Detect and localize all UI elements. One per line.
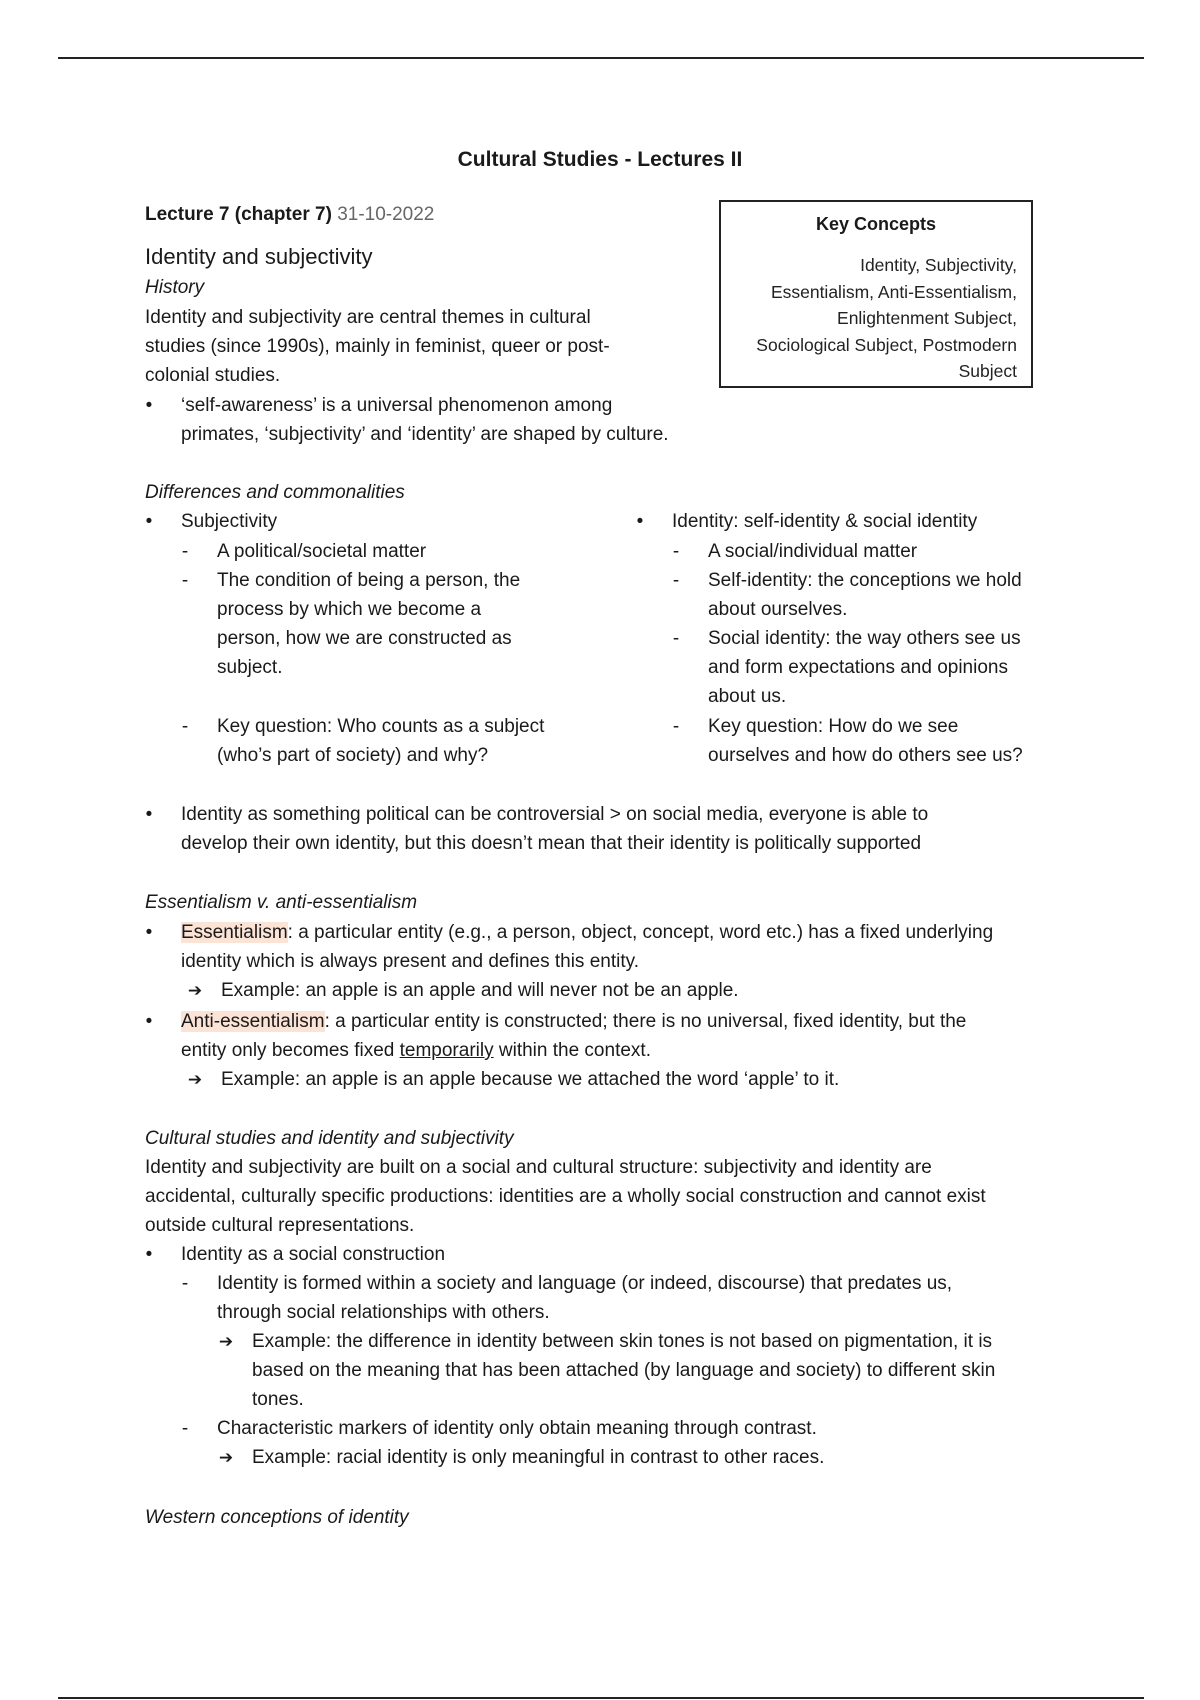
history-bullet	[181, 391, 669, 449]
underlined-word: temporarily	[399, 1040, 494, 1061]
bullet-icon: •	[145, 1011, 153, 1032]
text-line: ‘self-awareness’ is a universal phenomenon among	[181, 395, 613, 416]
identity-key-question	[708, 712, 1023, 770]
text-line: Identity as something political can be controversial > on social media, everyone is able to	[181, 804, 929, 825]
arrow-right-icon: ➔	[218, 1448, 234, 1467]
subjectivity-point: A political/societal matter	[217, 541, 427, 562]
dash-icon: -	[181, 541, 189, 562]
dash-icon: -	[181, 716, 189, 737]
lecture-date: 31-10-2022	[337, 204, 435, 225]
bullet-icon: •	[145, 804, 153, 825]
key-concepts-line: Enlightenment Subject,	[837, 308, 1017, 328]
political-identity-bullet	[181, 800, 928, 858]
social-construction-point	[217, 1269, 952, 1327]
text-line: based on the meaning that has been attached (by language and society) to different skin	[252, 1360, 996, 1381]
bullet-icon: •	[145, 395, 153, 416]
text-line: Key question: Who counts as a subject	[217, 716, 545, 737]
text-line: studies (since 1990s), mainly in feminist, queer or post-	[145, 336, 610, 357]
arrow-right-icon: ➔	[218, 1332, 234, 1351]
essentialism-example: Example: an apple is an apple and will never not be an apple.	[221, 980, 739, 1001]
text-line: Identity and subjectivity are built on a social and cultural structure: subjectivity and identity are	[145, 1157, 932, 1178]
dash-icon: -	[672, 628, 680, 649]
section-heading: Identity and subjectivity	[145, 244, 373, 269]
western-heading: Western conceptions of identity	[145, 1507, 409, 1528]
text-fragment: entity only becomes fixed	[181, 1040, 400, 1061]
text-line: ourselves and how do others see us?	[708, 745, 1023, 766]
text-line: Identity is formed within a society and language (or indeed, discourse) that predates us,	[217, 1273, 953, 1294]
racial-identity-example: Example: racial identity is only meaningful in contrast to other races.	[252, 1447, 825, 1468]
identity-bullet: Identity: self-identity & social identity	[672, 511, 978, 532]
text-line	[181, 918, 993, 947]
highlighted-term: Anti-essentialism	[181, 1011, 325, 1032]
key-concepts-line: Subject	[958, 361, 1017, 381]
text-line: Self-identity: the conceptions we hold	[708, 570, 1022, 591]
definition-text: : a particular entity is constructed; there is no universal, fixed identity, but the	[324, 1011, 967, 1032]
arrow-right-icon: ➔	[187, 1070, 203, 1089]
dash-icon: -	[672, 541, 680, 562]
key-concepts-body	[731, 252, 1017, 385]
cultural-heading: Cultural studies and identity and subjectivity	[145, 1128, 514, 1149]
text-line: accidental, culturally specific productions: identities are a wholly social construction and cannot exist	[145, 1186, 986, 1207]
text-line: Key question: How do we see	[708, 716, 959, 737]
text-fragment: within the context.	[493, 1040, 651, 1061]
social-construction-bullet: Identity as a social construction	[181, 1244, 446, 1265]
identity-point	[708, 566, 1022, 624]
text-line: through social relationships with others.	[217, 1302, 550, 1323]
dash-icon: -	[672, 570, 680, 591]
anti-essentialism-example: Example: an apple is an apple because we attached the word ‘apple’ to it.	[221, 1069, 840, 1090]
text-line: about ourselves.	[708, 599, 848, 620]
dash-icon: -	[181, 570, 189, 591]
history-paragraph	[145, 303, 610, 390]
key-concepts-box	[719, 200, 1033, 388]
bullet-icon: •	[145, 922, 153, 943]
subjectivity-point	[217, 566, 520, 682]
text-line: primates, ‘subjectivity’ and ‘identity’ are shaped by culture.	[181, 424, 669, 445]
text-line: about us.	[708, 686, 787, 707]
key-concepts-line: Sociological Subject, Postmodern	[756, 334, 1017, 355]
text-line: subject.	[217, 657, 283, 678]
highlighted-term: Essentialism	[181, 922, 288, 943]
bullet-icon: •	[145, 511, 153, 532]
history-heading: History	[145, 277, 205, 298]
text-line: Social identity: the way others see us	[708, 628, 1021, 649]
bottom-rule	[58, 1697, 1144, 1699]
text-line	[181, 1007, 966, 1036]
text-line: develop their own identity, but this doesn’t mean that their identity is politically supported	[181, 833, 922, 854]
key-concepts-line: Identity, Subjectivity,	[860, 255, 1017, 275]
bullet-icon: •	[636, 511, 644, 532]
text-line: outside cultural representations.	[145, 1215, 415, 1236]
definition-text: : a particular entity (e.g., a person, object, concept, word etc.) has a fixed underlying	[287, 922, 994, 943]
contrast-point: Characteristic markers of identity only obtain meaning through contrast.	[217, 1418, 817, 1439]
skin-tone-example	[252, 1327, 995, 1414]
cultural-paragraph	[145, 1153, 986, 1240]
dash-icon: -	[181, 1273, 189, 1294]
subjectivity-bullet: Subjectivity	[181, 511, 278, 532]
text-line: The condition of being a person, the	[217, 570, 521, 591]
bullet-icon: •	[145, 1244, 153, 1265]
anti-essentialism-bullet	[181, 1007, 966, 1065]
text-line: and form expectations and opinions	[708, 657, 1008, 678]
lecture-label: Lecture 7 (chapter 7)	[145, 204, 332, 225]
text-line: tones.	[252, 1389, 304, 1410]
text-line	[181, 1036, 966, 1065]
text-line: process by which we become a	[217, 599, 482, 620]
essentialism-heading: Essentialism v. anti-essentialism	[145, 892, 418, 913]
arrow-right-icon: ➔	[187, 981, 203, 1000]
text-line: Example: the difference in identity between skin tones is not based on pigmentation, it is	[252, 1331, 993, 1352]
dash-icon: -	[181, 1418, 189, 1439]
differences-heading: Differences and commonalities	[145, 482, 405, 503]
top-rule	[58, 57, 1144, 59]
page-title: Cultural Studies - Lectures II	[457, 148, 743, 171]
text-line: person, how we are constructed as	[217, 628, 512, 649]
subjectivity-key-question	[217, 712, 544, 770]
text-line: colonial studies.	[145, 365, 281, 386]
text-line: (who’s part of society) and why?	[217, 745, 489, 766]
identity-point	[708, 624, 1021, 711]
dash-icon: -	[672, 716, 680, 737]
lecture-header	[145, 200, 434, 229]
key-concepts-line: Essentialism, Anti-Essentialism,	[770, 281, 1017, 302]
essentialism-bullet	[181, 918, 993, 976]
identity-point: A social/individual matter	[708, 541, 918, 562]
text-line: Identity and subjectivity are central themes in cultural	[145, 307, 591, 328]
key-concepts-title: Key Concepts	[815, 214, 937, 234]
text-line: identity which is always present and defines this entity.	[181, 951, 639, 972]
